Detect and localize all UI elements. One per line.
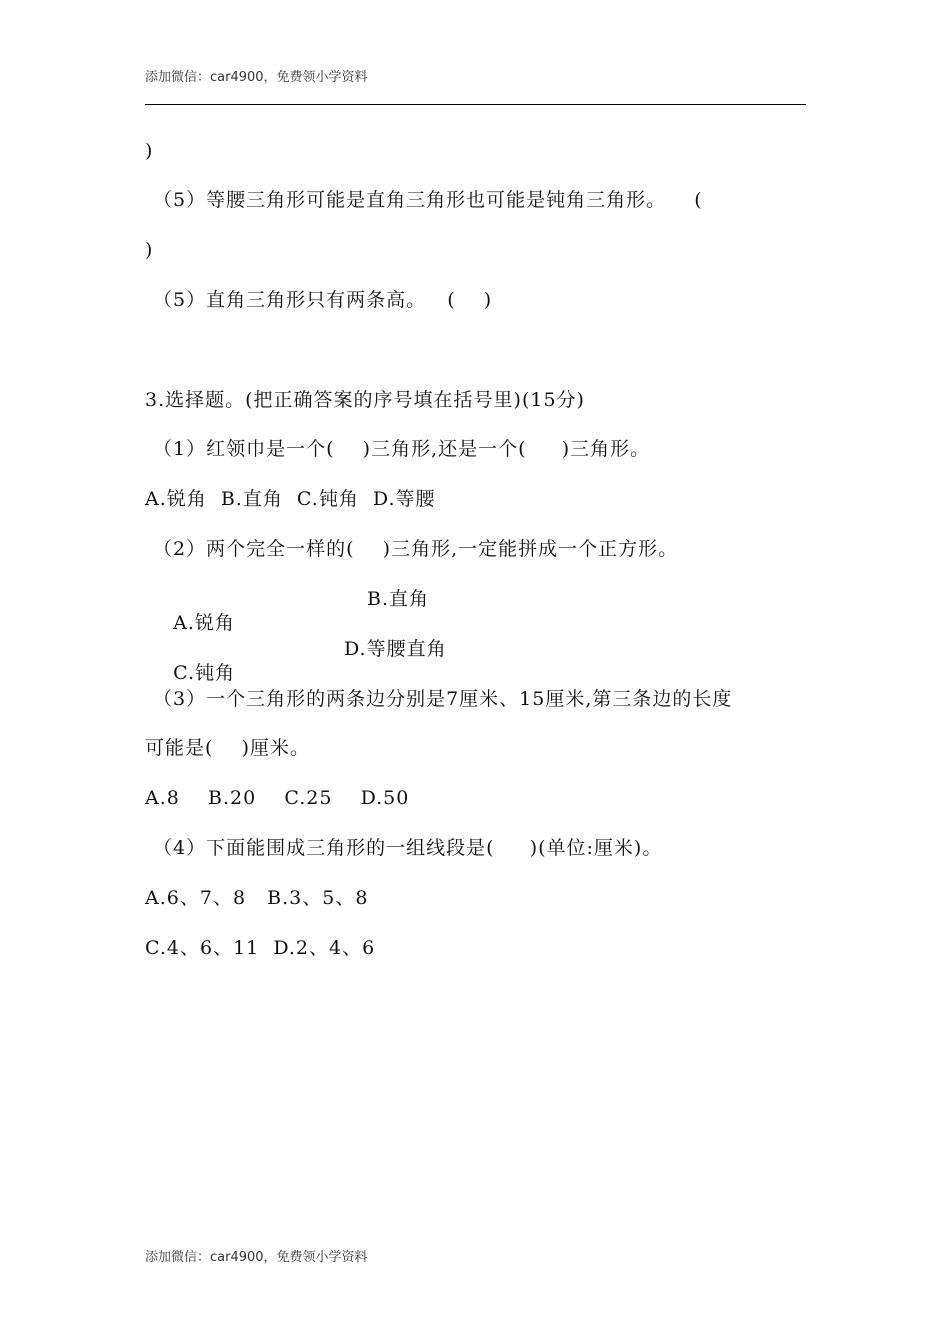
options-3: A.8 B.20 C.25 D.50: [145, 787, 410, 809]
question-1: （1）红领巾是一个( )三角形,还是一个( )三角形。: [153, 438, 651, 460]
page-footer: 添加微信：car4900，免费领小学资料: [145, 1250, 368, 1265]
question-3: （3）一个三角形的两条边分别是7厘米、15厘米,第三条边的长度: [153, 688, 733, 710]
question-3-cont: 可能是( )厘米。: [145, 737, 310, 759]
option-c: C.钝角: [173, 662, 236, 684]
text-line: ): [145, 140, 154, 162]
text-line: ): [145, 239, 154, 261]
question-2: （2）两个完全一样的( )三角形,一定能拼成一个正方形。: [153, 538, 679, 560]
header-rule: [145, 104, 806, 105]
options-4-row2: C.4、6、11 D.2、4、6: [145, 937, 376, 959]
options-1: A.锐角 B.直角 C.钝角 D.等腰: [145, 488, 436, 510]
option-b: B.直角: [367, 588, 430, 610]
option-a: A.锐角: [173, 612, 235, 634]
options-2-row2: [145, 637, 745, 733]
section-heading: 3.选择题。(把正确答案的序号填在括号里)(15分): [145, 389, 585, 411]
question-4: （4）下面能围成三角形的一组线段是( )(单位:厘米)。: [153, 837, 663, 859]
question-5b: （5）直角三角形只有两条高。 ( ): [153, 289, 493, 311]
question-5a: （5）等腰三角形可能是直角三角形也可能是钝角三角形。 (: [153, 189, 703, 211]
page-header: 添加微信：car4900，免费领小学资料: [145, 70, 368, 85]
options-4-row1: A.6、7、8 B.3、5、8: [145, 887, 369, 909]
option-d: D.等腰直角: [344, 638, 447, 660]
